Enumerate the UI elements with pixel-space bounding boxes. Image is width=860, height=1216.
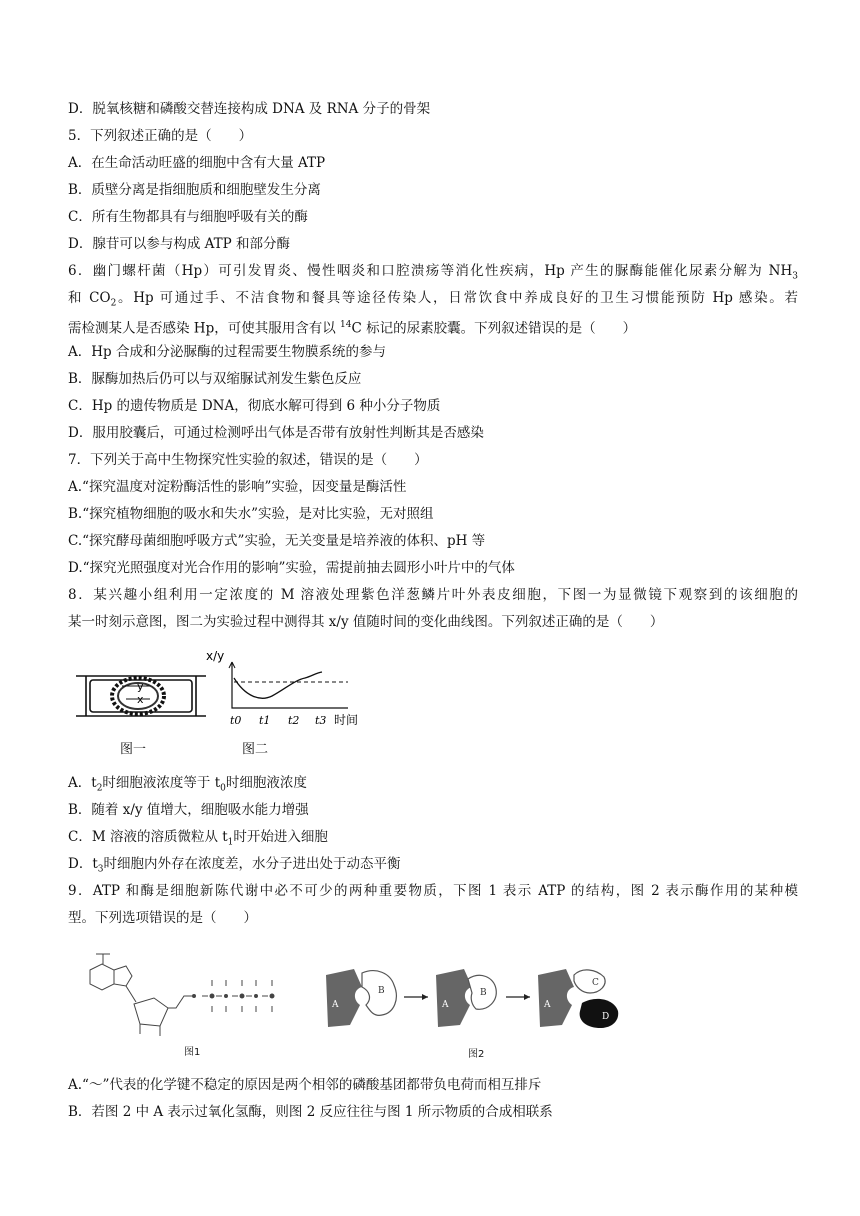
question-5-option-a: A．在生命活动旺盛的细胞中含有大量 ATP (68, 155, 326, 171)
question-8-option-d (68, 855, 400, 879)
model3-label-a: A (544, 1000, 551, 1010)
figure-atp-caption: 图1 (184, 1047, 201, 1058)
figure-2-caption: 图二 (242, 742, 269, 757)
q6-stem3b-text: C 标记的尿素胶囊。下列叙述错误的是（ ） (351, 320, 637, 337)
graph-ylabel: x/y (206, 649, 225, 663)
question-5-option-d: D．腺苷可以参与构成 ATP 和部分酶 (68, 236, 291, 252)
cell-diagram-figure (76, 662, 206, 728)
figure-1-caption: 图一 (120, 742, 147, 757)
enzyme-model-figure (320, 965, 630, 1045)
q8a-pre: A．t (68, 775, 97, 791)
question-8-option-c (68, 828, 328, 852)
fig1-label-y: y (137, 680, 144, 693)
tick-t0: t0 (230, 714, 242, 727)
question-9-option-a: A.“～”代表的化学键不稳定的原因是两个相邻的磷酸基团都带负电荷而相互排斥 (68, 1077, 542, 1093)
question-5-stem: 5．下列叙述正确的是（ ） (68, 128, 253, 144)
q6-stem3-sup: 14 (340, 320, 352, 330)
q8a-sub2: 0 (220, 783, 226, 794)
q6-stem2a-text: 和 CO (68, 290, 111, 306)
q6-stem1-sub: 3 (792, 271, 798, 282)
q6-stem3a-text: 需检测某人是否感染 Hp，可使其服用含有以 (68, 320, 340, 337)
question-9-stem-line-2: 型。下列选项错误的是（ ） (68, 910, 257, 926)
question-6-option-d: D．服用胶囊后，可通过检测呼出气体是否带有放射性判断其是否感染 (68, 425, 484, 441)
q8d-pre: D．t (68, 856, 98, 872)
question-6-stem-line-1 (68, 262, 798, 286)
q6-stem2b-text: 。Hp 可通过手、不洁食物和餐具等途径传染人，日常饮食中养成良好的卫生习惯能预防 Hp 感染。若 (116, 290, 798, 306)
model1-label-a: A (332, 1000, 339, 1010)
question-4-option-d: D．脱氧核糖和磷酸交替连接构成 DNA 及 RNA 分子的骨架 (68, 101, 431, 117)
xy-ratio-graph (200, 646, 370, 732)
q8d-sub: 3 (97, 864, 104, 875)
q6-stem2-sub: 2 (110, 298, 117, 309)
q6-stem1-text: 6．幽门螺杆菌（Hp）可引发胃炎、慢性咽炎和口腔溃疡等消化性疾病，Hp 产生的脲酶能催化尿素分解为 NH (68, 263, 793, 279)
tick-t1: t1 (259, 714, 271, 727)
q8c-pre: C．M 溶液的溶质微粒从 t (68, 829, 228, 845)
q8c-sub: 1 (227, 837, 234, 848)
model2-label-a: A (442, 1000, 449, 1010)
q8a-sub1: 2 (96, 783, 103, 794)
graph-xlabel: 时间 (334, 713, 359, 727)
question-5-option-b: B．质壁分离是指细胞质和细胞壁发生分离 (68, 182, 321, 198)
question-7-option-a: A.“探究温度对淀粉酶活性的影响”实验，因变量是酶活性 (68, 479, 407, 495)
question-6-option-c: C．Hp 的遗传物质是 DNA，彻底水解可得到 6 种小分子物质 (68, 398, 441, 414)
q8c-post: 时开始进入细胞 (233, 829, 328, 845)
q8d-post: 时细胞内外存在浓度差，水分子进出处于动态平衡 (103, 856, 401, 872)
model3-label-d: D (602, 1012, 610, 1022)
question-8-option-b: B．随着 x/y 值增大，细胞吸水能力增强 (68, 802, 309, 818)
question-8-stem-line-2: 某一时刻示意图，图二为实验过程中测得其 x/y 值随时间的变化曲线图。下列叙述正确的是（ ） (68, 614, 664, 630)
question-9-option-b: B．若图 2 中 A 表示过氧化氢酶，则图 2 反应往往与图 1 所示物质的合成相联系 (68, 1104, 553, 1120)
question-7-option-b: B.“探究植物细胞的吸水和失水”实验，是对比实验，无对照组 (68, 506, 434, 522)
atp-structure-figure (76, 940, 306, 1056)
fig1-label-x: x (137, 693, 144, 706)
question-7-stem: 7．下列关于高中生物探究性实验的叙述，错误的是（ ） (68, 452, 428, 468)
question-7-option-c: C.“探究酵母菌细胞呼吸方式”实验，无关变量是培养液的体积、pH 等 (68, 533, 486, 549)
model3-label-c: C (592, 978, 599, 988)
question-8-option-a (68, 774, 307, 798)
tick-t2: t2 (288, 714, 300, 727)
q8a-post: 时细胞液浓度 (225, 775, 307, 791)
model1-label-b: B (378, 986, 385, 996)
q8a-mid: 时细胞液浓度等于 t (102, 775, 221, 791)
model2-label-b: B (480, 988, 487, 998)
question-6-stem-line-2 (68, 289, 798, 313)
tick-t3: t3 (315, 714, 327, 727)
question-9-stem-line-1: 9．ATP 和酶是细胞新陈代谢中必不可少的两种重要物质，下图 1 表示 ATP 的结构，图 2 表示酶作用的某种模 (68, 883, 798, 899)
figure-enzyme-caption: 图2 (468, 1049, 485, 1060)
question-5-option-c: C．所有生物都具有与细胞呼吸有关的酶 (68, 209, 308, 225)
question-6-option-a: A．Hp 合成和分泌脲酶的过程需要生物膜系统的参与 (68, 344, 386, 360)
question-6-stem-line-3 (68, 316, 636, 338)
question-6-option-b: B．脲酶加热后仍可以与双缩脲试剂发生紫色反应 (68, 371, 362, 387)
question-8-stem-line-1: 8．某兴趣小组利用一定浓度的 M 溶液处理紫色洋葱鳞片叶外表皮细胞，下图一为显微镜下观察到的该细胞的 (68, 587, 798, 603)
question-7-option-d: D.“探究光照强度对光合作用的影响”实验，需提前抽去圆形小叶片中的气体 (68, 560, 515, 576)
